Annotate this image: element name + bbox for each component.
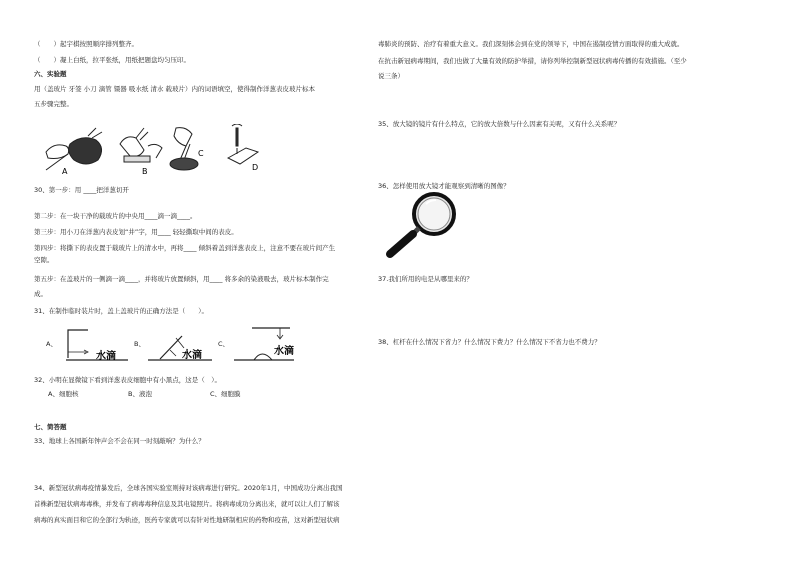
q34-continued-3: 说三条） [378,72,404,80]
q31-option-a-figure [62,324,132,364]
fig-label-d: D [252,163,259,172]
q30-step-4-cont: 空隙。 [34,256,54,264]
step-c-illustration [170,128,198,170]
q32-option-b: B、液泡 [128,390,152,398]
question-38: 38、杠杆在什么情况下省力？什么情况下费力？什么情况下不省力也不费力？ [378,338,601,346]
step-a-illustration [46,128,102,170]
magnifying-glass-icon [382,190,462,260]
q31-option-b-label: B、 [134,340,145,348]
q30-step-2: 第二步：在一块干净的载玻片的中央用____滴一滴____。 [34,212,197,220]
q31-c-water-label: 水滴 [274,346,294,357]
q34-continued: 毒肺炎的预防、治疗有着重大意义。我们深刻体会到在党的领导下，中国在遏制疫情方面取得的重大成就。 [378,40,684,48]
question-37: 37.我们所用的电是从哪里来的？ [378,275,473,283]
item-p2: （ ）凝上白纸，拉平张纸，用纸把题盘均匀压印。 [34,56,190,64]
q31-a-water-label: 水滴 [96,351,116,362]
question-33: 33、地球上各国新年钟声会不会在同一时刻敲响？为什么？ [34,437,205,445]
q32-option-a: A、细胞核 [48,390,79,398]
fig-label-a: A [62,167,68,176]
experiment-intro-cont: 五步骤完整。 [34,100,73,108]
q31-option-c-figure [232,324,302,364]
question-35: 35、放大镜的镜片有什么特点，它的放大倍数与什么因素有关呢，又有什么关系呢？ [378,120,621,128]
section-7-heading: 七、简答题 [34,423,67,431]
q31-b-water-label: 水滴 [182,350,202,361]
question-34-line-3: 病毒的真实面目和它的全部行为轨迹，医药专家就可以有针对性地研制相应的药物和疫苗，这对新型冠状病 [34,516,340,524]
item-p1: （ ）起宇棋按照顺序排列整齐。 [34,40,138,48]
fig-label-c: C [198,149,204,158]
fig-label-b: B [142,167,148,176]
q30-step-3: 第三步：用小刀在洋葱内表皮划“井”字，用____ 轻轻撕取中间的表皮。 [34,228,238,236]
question-30: 30、第一步：用 ____把洋葱切开 [34,186,129,194]
question-34: 34、新型冠状病毒疫情暴发后，全球各国实验室则持对该病毒进行研究。2020年1月，中国成功分离出我国 [34,484,343,492]
q32-option-c: C、细胞膜 [210,390,241,398]
step-d-illustration [228,124,258,164]
question-34-line-2: 首株新型冠状病毒毒株，并发布了病毒毒种信息及其电镜照片。将病毒成功分离出来，就可以让人们了解该 [34,500,340,508]
question-31: 31、在制作临时装片时，盖上盖玻片的正确方法是（ ）。 [34,307,209,315]
question-36: 36、怎样使用放大镜才能观察到清晰的图像？ [378,182,510,190]
q30-step-5: 第五步：在盖玻片的一侧滴一滴____，并将玻片放置倾斜，用____ 将多余的染液吸去，玻片标本制作完 [34,275,329,283]
section-6-heading: 六、实验题 [34,70,67,78]
q31-option-a-label: A、 [46,340,57,348]
q30-step-5-cont: 成。 [34,290,47,298]
step-b-illustration [120,128,162,162]
q31-option-b-figure [146,324,216,364]
q34-continued-2: 在抗击新冠病毒期间，我们也做了大量有效的防护举措，请你列举控制新型冠状病毒传播的有效措施。（至少 [378,57,687,65]
q30-step-4: 第四步：将撕下的表皮置于载玻片上的清水中，再将____ 倾斜着盖到洋葱表皮上，注意不要在玻片间产生 [34,244,336,252]
experiment-steps-figure [40,124,280,176]
q31-option-c-label: C、 [218,340,230,348]
question-32: 32、小明在显微镜下看到洋葱表皮细胞中有小黑点，这是（ ）。 [34,376,222,384]
experiment-intro: 用（盖玻片 牙签 小刀 滴管 镊器 吸水纸 清水 载玻片）内的词语填空，使得制作洋葱表皮玻片标本 [34,85,315,93]
